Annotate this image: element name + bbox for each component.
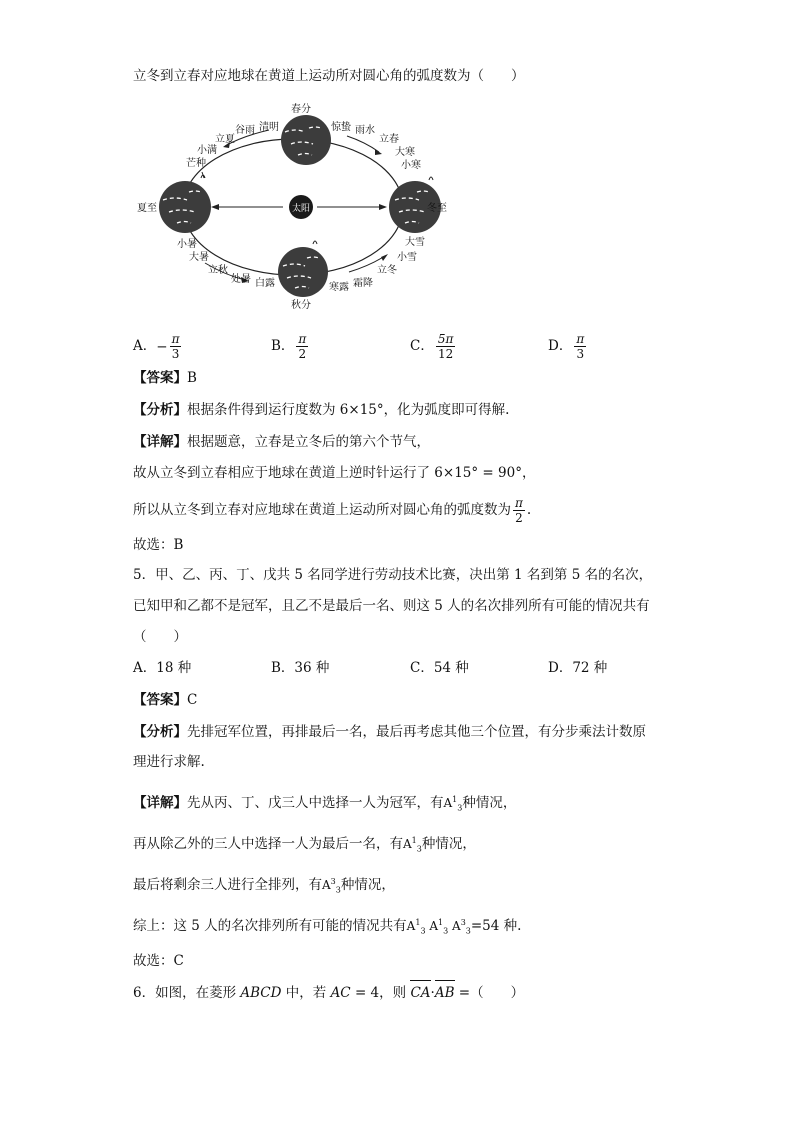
q4-detail-1 (133, 432, 430, 452)
earth-left (159, 172, 211, 233)
term-xiaoxue: 小雪 (397, 252, 417, 263)
option-b-fraction (296, 332, 308, 361)
q5-analysis-2: 理进行求解. (133, 754, 205, 770)
answer-value: B (187, 370, 197, 386)
earth-bottom (278, 241, 328, 297)
q6-vector-ab: AB (434, 985, 455, 1001)
term-hanlu: 寒露 (329, 282, 349, 293)
sun-label: 太阳 (291, 204, 311, 214)
detail-3-num: π (515, 496, 523, 510)
q5-answer (133, 690, 197, 710)
term-lixia: 立夏 (215, 134, 235, 145)
term-bailu: 白露 (255, 278, 275, 289)
option-d-fraction (574, 332, 586, 361)
q6-stem-a: 6．如图，在菱形 (133, 985, 241, 1001)
arrow-head-right (379, 204, 387, 210)
q6-stem-d: =（ ） (454, 985, 525, 1001)
analysis-text: 根据条件得到运行度数为 6×15°，化为弧度即可得解. (187, 402, 510, 418)
q5-option-d: D．72 种 (548, 660, 608, 676)
detail-tag: 【详解】 (133, 795, 187, 811)
option-a-fraction (170, 332, 182, 361)
q4-option-a (133, 332, 183, 361)
option-b-label: B． (271, 338, 295, 354)
option-c-label: C． (410, 338, 434, 354)
option-c-fraction (436, 332, 456, 361)
perm-a31: $A^1_3$ (403, 836, 422, 854)
detail-3a: 最后将剩余三人进行全排列，有 (133, 877, 322, 893)
detail-4b: =54 种. (470, 918, 522, 934)
q5-detail-1 (133, 790, 516, 818)
solar-terms-diagram (133, 100, 453, 320)
term-xiaoman: 小满 (197, 145, 217, 156)
term-guyu: 谷雨 (235, 125, 255, 136)
term-xiaoshu: 小暑 (177, 239, 197, 250)
q4-option-c (410, 332, 457, 361)
term-shuangjiang: 霜降 (353, 278, 373, 289)
option-d-den: 3 (576, 347, 585, 361)
q5-option-c: C．54 种 (410, 660, 469, 676)
q5-choose: 故选：C (133, 953, 184, 969)
q4-choose: 故选：B (133, 537, 184, 553)
q6-abcd: ABCD (240, 985, 282, 1001)
q5-detail-4 (133, 913, 521, 941)
term-jingzhe: 惊蛰 (331, 122, 351, 133)
option-b-den: 2 (298, 347, 307, 361)
analysis-text: 先排冠军位置，再排最后一名，最后再考虑其他三个位置，有分步乘法计数原 (187, 724, 646, 740)
q6-stem-c: = 4，则 (350, 985, 411, 1001)
option-d-label: D． (548, 338, 573, 354)
term-liqiu: 立秋 (208, 265, 228, 276)
q5-detail-3 (133, 872, 395, 900)
q6-stem (133, 983, 524, 1003)
perm-a33: $A^3_3$ (322, 877, 341, 895)
q4-option-b (271, 332, 310, 361)
q6-vector-ca: CA (410, 985, 431, 1001)
term-chushu: 处暑 (231, 274, 251, 285)
detail-tag: 【详解】 (133, 434, 187, 450)
term-qingming: 清明 (259, 122, 279, 133)
detail-3-fraction (513, 496, 525, 525)
q5-option-b: B．36 种 (271, 660, 330, 676)
q5-detail-2 (133, 831, 476, 859)
q4-detail-3 (133, 496, 531, 525)
option-a-label: A． (133, 338, 157, 354)
answer-tag: 【答案】 (133, 692, 187, 708)
q4-detail-2: 故从立冬到立春相应于地球在黄道上逆时针运行了 6×15° = 90°， (133, 465, 536, 481)
arrow-head-left (211, 204, 219, 210)
option-a-sign: − (156, 338, 168, 355)
term-qiufen: 秋分 (291, 300, 311, 311)
q5-stem-2: 已知甲和乙都不是冠军，且乙不是最后一名、则这 5 人的名次排列所有可能的情况共有 (133, 598, 650, 614)
q5-stem-3: （ ） (133, 629, 187, 645)
q4-stem: 立冬到立春对应地球在黄道上运动所对圆心角的弧度数为（ ） (133, 68, 525, 84)
detail-1a: 先从丙、丁、戊三人中选择一人为冠军，有 (187, 795, 444, 811)
option-b-num: π (298, 332, 307, 346)
term-yushui: 雨水 (355, 125, 375, 136)
term-lidong: 立冬 (377, 265, 397, 276)
detail-2a: 再从除乙外的三人中选择一人为最后一名，有 (133, 836, 403, 852)
q6-dot: · (430, 985, 435, 1001)
detail-4a: 综上：这 5 人的名次排列所有可能的情况共有 (133, 918, 407, 934)
option-c-num: 5π (437, 332, 454, 346)
detail-2b: 种情况， (421, 836, 476, 852)
term-xiazhi: 夏至 (137, 203, 157, 214)
q6-stem-b: 中，若 (281, 985, 331, 1001)
q4-option-d (548, 332, 588, 361)
option-a-den: 3 (171, 347, 180, 361)
term-lichun: 立春 (379, 134, 399, 145)
q5-stem-1: 5．甲、乙、丙、丁、戊共 5 名同学进行劳动技术比赛，决出第 1 名到第 5 名的名次， (133, 567, 653, 583)
option-d-num: π (576, 332, 585, 346)
detail-3b: 种情况， (340, 877, 395, 893)
answer-value: C (187, 692, 198, 708)
answer-tag: 【答案】 (133, 370, 187, 386)
option-a-num: π (171, 332, 180, 346)
earth-top (281, 115, 331, 165)
perm-a31: $A^1_3$ (443, 795, 463, 813)
analysis-tag: 【分析】 (133, 402, 187, 418)
term-daxue: 大雪 (405, 237, 425, 248)
q5-option-a: A．18 种 (133, 660, 192, 676)
detail-3-end: . (526, 502, 532, 518)
detail-3-text: 所以从立冬到立春对应地球在黄道上运动所对圆心角的弧度数为 (133, 502, 511, 518)
term-chunfen: 春分 (291, 104, 311, 115)
q6-ac: AC (330, 985, 351, 1001)
q4-answer (133, 368, 197, 388)
option-c-den: 12 (437, 347, 454, 361)
term-mangzhong: 芒种 (186, 158, 206, 169)
term-dongzhi: 冬至 (427, 203, 447, 214)
term-dashu: 大暑 (189, 252, 209, 263)
detail-text: 根据题意，立春是立冬后的第六个节气， (187, 434, 430, 450)
detail-1b: 种情况， (462, 795, 517, 811)
perm-product: $A^1_3$ $A^1_3$ $A^3_3$ (406, 918, 471, 936)
detail-3-den: 2 (515, 511, 523, 525)
analysis-tag: 【分析】 (133, 724, 187, 740)
q4-analysis (133, 400, 509, 420)
term-dahan: 大寒 (395, 147, 415, 158)
term-xiaohan: 小寒 (401, 160, 421, 171)
q5-analysis-1 (133, 722, 646, 742)
